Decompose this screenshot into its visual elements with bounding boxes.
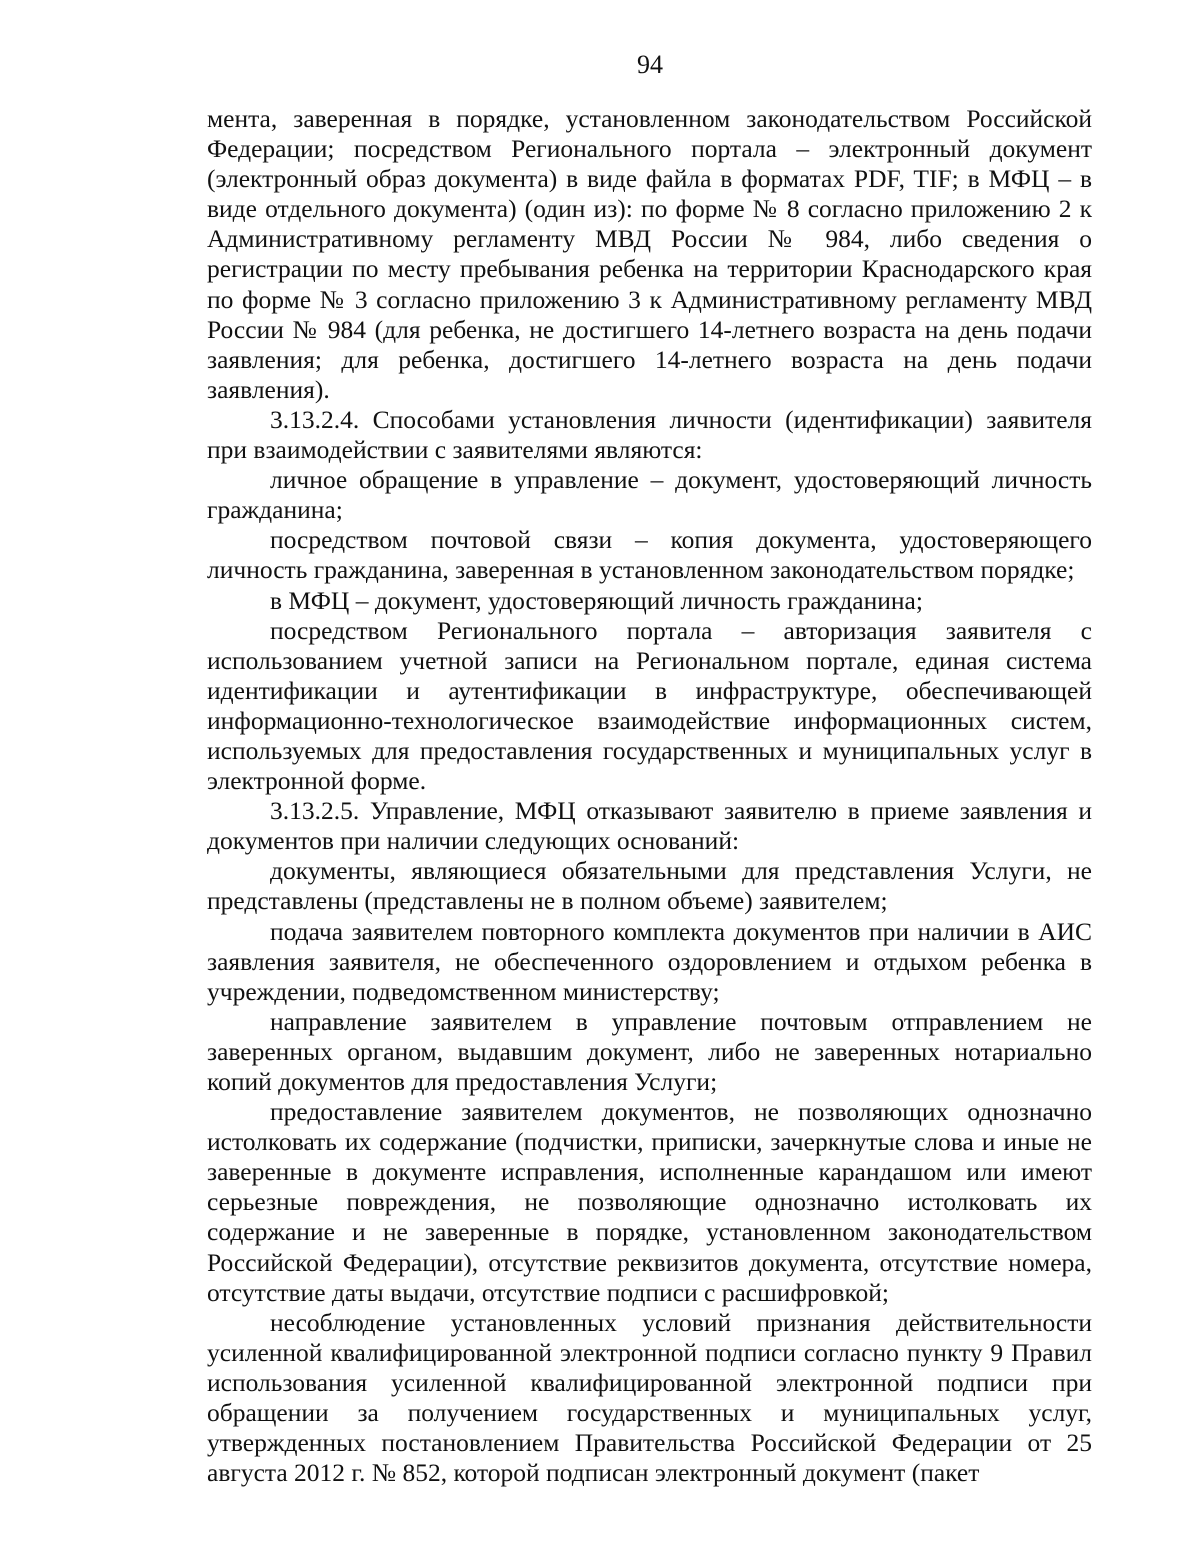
page-number: 94	[637, 50, 663, 79]
paragraph-ambiguous-documents: предоставление заявителем документов, не позволяющих однозначно истолковать их содержание (подчистки, приписки, зачеркнутые слова и иные не заверенные в документе исправления, исполненные карандашом или имеют серьезные повреждения, не позволяющие однозначно истолковать их содержание и не заверенные в порядке, установленном законодательством Российской Федерации), отсутствие реквизитов документа, отсутствие номера, отсутствие даты выдачи, отсутствие подписи с расшифровкой;	[207, 1097, 1092, 1307]
paragraph-continuation: мента, заверенная в порядке, установленном законодательством Российской Федерации; посредством Регионального портала – электронный документ (электронный образ документа) в виде файла в форматах PDF, TIF; в МФЦ – в виде отдельного документа) (один из): по форме № 8 согласно приложению 2 к Административному регламенту МВД России № 984, либо сведения о регистрации по месту пребывания ребенка на территории Краснодарского края по форме № 3 согласно приложению 3 к Административному регламенту МВД России № 984 (для ребенка, не достигшего 14-летнего возраста на день подачи заявления; для ребенка, достигшего 14-летнего возраста на день подачи заявления).	[207, 104, 1092, 404]
document-body	[207, 104, 1092, 1488]
paragraph-uncertified-copies: направление заявителем в управление почтовым отправлением не заверенных органом, выдавшим документ, либо не заверенных нотариально копий документов для предоставления Услуги;	[207, 1006, 1092, 1096]
paragraph-electronic-signature: несоблюдение установленных условий признания действительности усиленной квалифицированной электронной подписи согласно пункту 9 Правил использования усиленной квалифицированной электронной подписи при обращении за получением государственных и муниципальных услуг, утвержденных постановлением Правительства Российской Федерации от 25 августа 2012 г. № 852, которой подписан электронный документ (пакет	[207, 1307, 1092, 1488]
paragraph-repeat-submission: подача заявителем повторного комплекта документов при наличии в АИС заявления заявителя, не обеспеченного оздоровлением и отдыхом ребенка в учреждении, подведомственном министерству;	[207, 916, 1092, 1006]
paragraph-postal: посредством почтовой связи – копия документа, удостоверяющего личность гражданина, заверенная в установленном законодательством порядке;	[207, 525, 1092, 585]
paragraph-3-13-2-5: 3.13.2.5. Управление, МФЦ отказывают заявителю в приеме заявления и документов при наличии следующих оснований:	[207, 796, 1092, 856]
paragraph-mfc: в МФЦ – документ, удостоверяющий личность гражданина;	[270, 585, 923, 615]
paragraph-3-13-2-4: 3.13.2.4. Способами установления личности (идентификации) заявителя при взаимодействии с заявителями являются:	[207, 404, 1092, 465]
paragraph-missing-documents: документы, являющиеся обязательными для представления Услуги, не представлены (представлены не в полном объеме) заявителем;	[207, 856, 1092, 916]
paragraph-personal-visit: личное обращение в управление – документ, удостоверяющий личность гражданина;	[207, 465, 1092, 525]
paragraph-regional-portal: посредством Регионального портала – авторизация заявителя с использованием учетной записи на Региональном портале, единая система идентификации и аутентификации в инфраструктуре, обеспечивающей информационно-технологическое взаимодействие информационных систем, используемых для предоставления государственных и муниципальных услуг в электронной форме.	[207, 615, 1092, 796]
